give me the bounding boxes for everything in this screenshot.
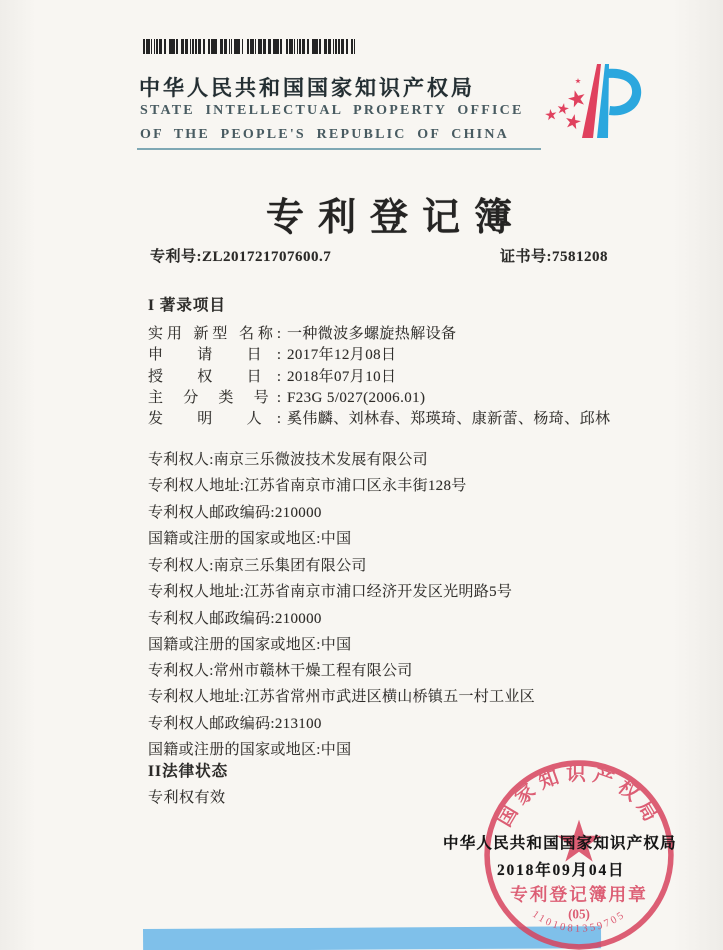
field-label: 申 请 日: [148,347,281,364]
field-value: 2018年07月10日 [287,368,397,385]
stamp-arc-text: 国家知识产权局 [493,763,665,831]
patentee-block [148,553,512,658]
section-bibliographic-heading: I 著录项目 [148,297,226,314]
patentee-postcode: 专利权人邮政编码:213100 [148,715,322,732]
stamp-code-text: (05) [568,906,590,922]
star-icon [557,102,570,115]
footer-issuing-office: 中华人民共和国国家知识产权局 [443,835,677,852]
certificate-number: 证书号:7581208 [500,249,608,265]
footer-issue-date: 2018年09月04日 [497,862,626,879]
field-value: F23G 5/027(2006.01) [287,389,426,406]
star-icon [575,78,581,83]
patentee-name: 专利权人:常州市赣林干燥工程有限公司 [148,663,413,679]
barcode-icon [143,39,355,54]
star-icon [566,88,587,108]
patentee-block [148,658,535,763]
field-main-classification [148,388,610,409]
patentee-postcode: 专利权人邮政编码:210000 [148,610,322,627]
section-legal-status-heading: II法律状态 [148,763,229,780]
office-name-en-line2: OF THE PEOPLE'S REPUBLIC OF CHINA [140,127,509,142]
page-title: 专利登记簿 [266,197,527,239]
office-name-cn: 中华人民共和国国家知识产权局 [139,76,475,100]
field-label: 发 明 人: [148,411,281,428]
patent-number: 专利号:ZL201721707600.7 [150,249,332,265]
field-label: 实用 新型 名称: [148,326,281,342]
patentee-address: 专利权人地址:江苏省南京市浦口区永丰街128号 [148,478,467,495]
header-divider [137,148,541,150]
field-application-date [148,345,610,366]
field-value: 一种微波多螺旋热解设备 [287,326,457,342]
office-name-en-line1: STATE INTELLECTUAL PROPERTY OFFICE [140,103,524,118]
patentee-country: 国籍或注册的国家或地区:中国 [148,636,352,653]
patentee-country: 国籍或注册的国家或地区:中国 [148,530,352,547]
official-seal-stamp [480,756,678,950]
patentee-block [148,447,467,552]
star-icon [564,113,582,130]
star-icon [545,108,558,120]
field-utility-model-name [148,324,610,345]
patentee-name: 专利权人:南京三乐集团有限公司 [148,558,367,574]
patentee-postcode: 专利权人邮政编码:210000 [148,504,322,521]
field-value: 奚伟麟、刘林春、郑瑛琦、康新蕾、杨琦、邱林 [287,411,611,428]
cnipa-logo [528,36,648,144]
patentee-address: 专利权人地址:江苏省常州市武进区横山桥镇五一村工业区 [148,689,535,706]
field-label: 主 分 类 号: [148,389,281,406]
patentee-name: 专利权人:南京三乐微波技术发展有限公司 [148,452,428,468]
stamp-title-text: 专利登记簿用章 [510,884,648,905]
patentee-address: 专利权人地址:江苏省南京市浦口经济开发区光明路5号 [148,584,513,601]
legal-status-value: 专利权有效 [148,790,226,806]
stamp-serial-text: 1101081359705 [530,909,628,935]
field-inventors [148,409,610,430]
field-value: 2017年12月08日 [287,347,397,364]
field-grant-date [148,367,610,388]
bibliographic-fields [148,324,610,430]
patentee-country: 国籍或注册的国家或地区:中国 [148,741,352,758]
field-label: 授 权 日: [148,368,281,385]
